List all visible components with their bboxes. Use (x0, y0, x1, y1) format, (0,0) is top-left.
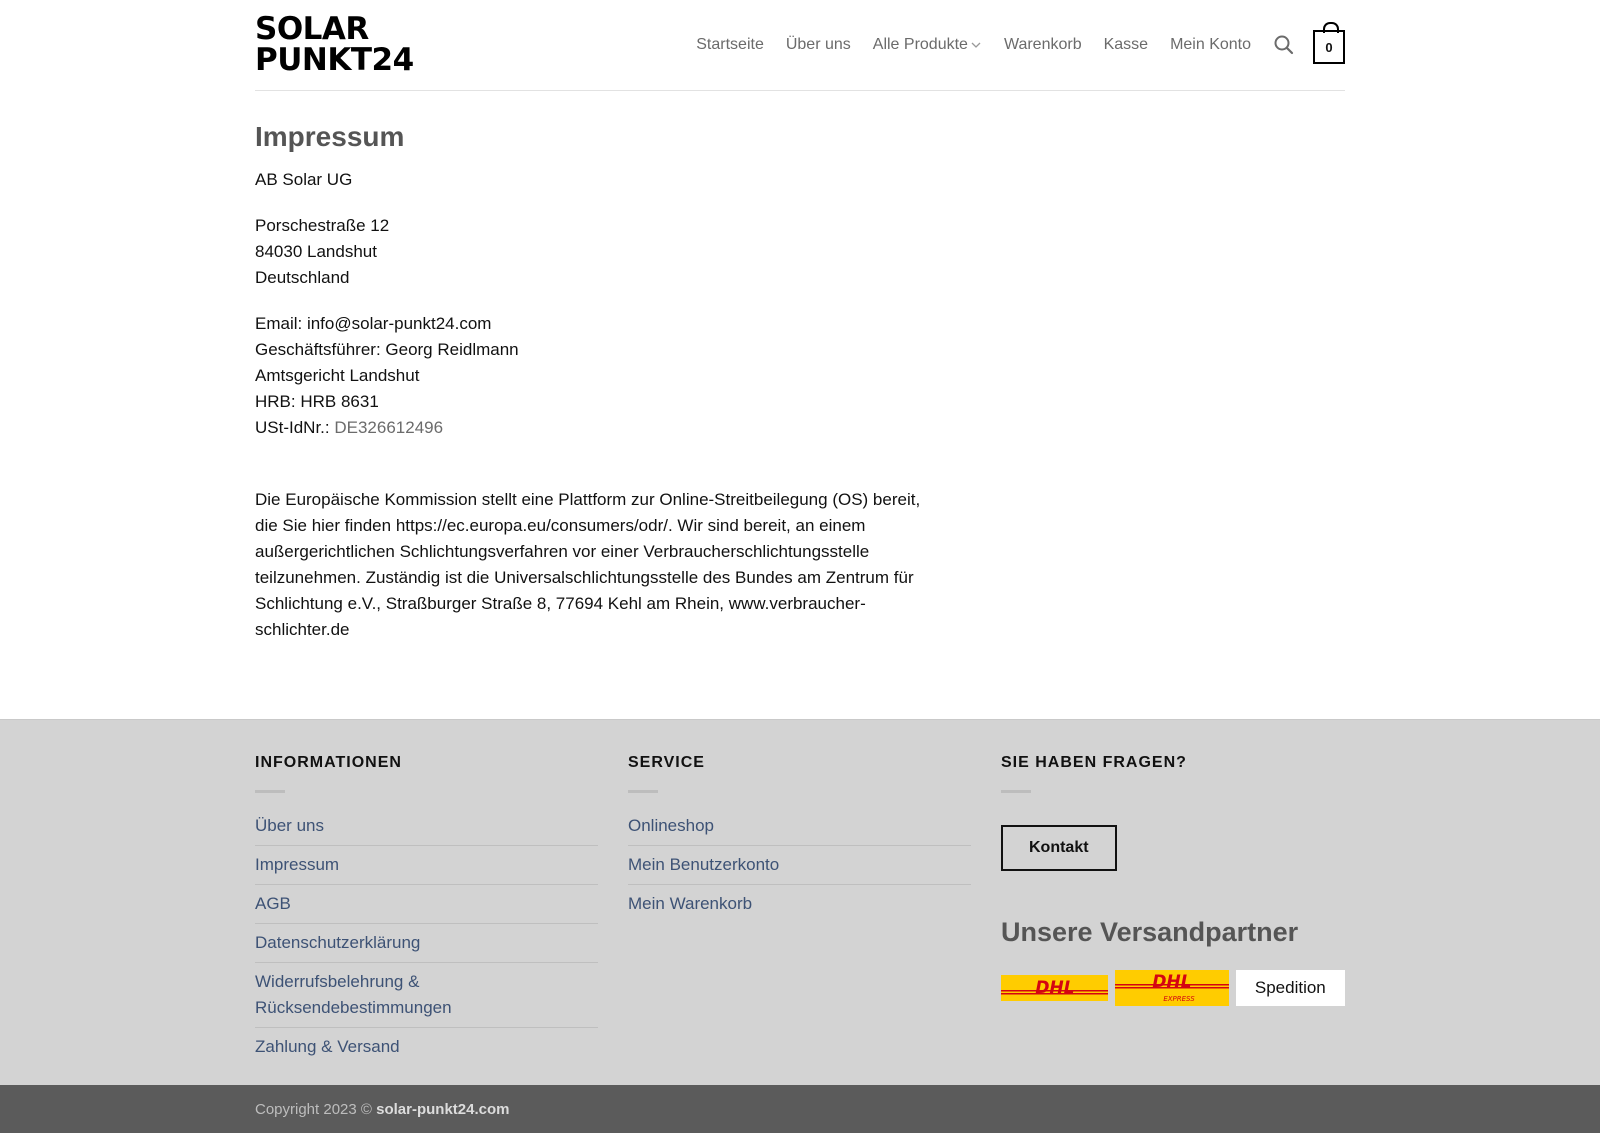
copyright-site[interactable]: solar-punkt24.com (376, 1100, 510, 1118)
dhl-express-logo (1115, 970, 1228, 1006)
nav-label: Über uns (785, 36, 851, 53)
nav-kasse[interactable] (1104, 36, 1148, 54)
copyright-prefix: Copyright 2023 © (255, 1100, 372, 1118)
chevron-down-icon (970, 39, 982, 51)
impressum-content (255, 167, 1345, 643)
contact-block (255, 311, 1345, 441)
main-nav (696, 0, 1345, 90)
nav-ueber-uns[interactable] (786, 36, 851, 54)
hrb-line: HRB: HRB 8631 (255, 392, 379, 411)
heading-divider (628, 790, 658, 793)
nav-mein-konto[interactable] (1170, 36, 1251, 54)
odr-notice: Die Europäische Kommission stellt eine Plattform zur Online-Streitbeilegung (OS) bereit, die Sie hier finden https://ec.europa.eu/consumers/odr/. Wir sind bereit, an einem außergerichtlichen Schlichtungsverfahren vor einer Verbraucherschlichtungsstelle teilzunehmen. Zuständig ist die Universalschlichtungsstelle des Bundes am Zentrum für Schlichtung e.V., Straßburger Straße 8, 77694 Kehl am Rhein, www.verbraucher-schlichter.de (255, 490, 921, 639)
footer-col-service (628, 754, 971, 1066)
site-header (255, 0, 1345, 91)
cart-button[interactable] (1313, 30, 1345, 64)
footer-link-impressum[interactable]: Impressum (255, 846, 598, 885)
nav-warenkorb[interactable] (1004, 36, 1082, 54)
nav-label: Warenkorb (1003, 36, 1082, 53)
company-name: AB Solar UG (255, 170, 353, 189)
court-line: Amtsgericht Landshut (255, 366, 420, 385)
email-line: Email: info@solar-punkt24.com (255, 314, 492, 333)
site-logo[interactable] (255, 11, 445, 78)
main-content (255, 91, 1345, 719)
footer-link-warenkorb[interactable]: Mein Warenkorb (628, 894, 753, 913)
footer-col-fragen (1001, 754, 1345, 1066)
footer-link-ueber-uns[interactable]: Über uns (255, 813, 598, 846)
footer-link-onlineshop[interactable]: Onlineshop (628, 813, 971, 846)
footer-link-widerruf[interactable]: Widerrufsbelehrung & Rücksendebestimmungen (255, 963, 598, 1028)
copyright-bar (0, 1085, 1600, 1133)
address-city: 84030 Landshut (255, 242, 377, 261)
nav-label: Mein Konto (1170, 36, 1251, 53)
nav-label: Startseite (696, 36, 764, 53)
heading-divider (1001, 790, 1031, 793)
nav-label: Kasse (1103, 36, 1149, 53)
dhl-logo (1001, 975, 1108, 1001)
copyright-text (255, 1101, 1345, 1118)
versandpartner-title: Unsere Versandpartner (1001, 917, 1299, 947)
heading-divider (255, 790, 285, 793)
footer-heading-fragen: SIE HABEN FRAGEN? (1001, 754, 1187, 771)
address-country: Deutschland (255, 268, 350, 287)
vat-label: USt-IdNr.: (255, 418, 330, 437)
address-block (255, 213, 1345, 291)
shipping-partners (1001, 970, 1345, 1006)
cart-count: 0 (1325, 39, 1333, 55)
footer-heading-service: SERVICE (628, 754, 705, 771)
footer-col-informationen (255, 754, 598, 1066)
spedition-badge: Spedition (1236, 970, 1345, 1006)
ceo-line: Geschäftsführer: Georg Reidlmann (255, 340, 519, 359)
logo-line-2: PUNKT24 (255, 42, 414, 78)
footer-service-links (628, 813, 971, 923)
footer-link-datenschutz[interactable]: Datenschutzerklärung (255, 924, 598, 963)
nav-alle-produkte[interactable] (873, 36, 982, 54)
footer-info-links (255, 813, 598, 1066)
dhl-logo-text: DHL (1035, 978, 1075, 998)
kontakt-button[interactable]: Kontakt (1001, 825, 1117, 871)
address-street: Porschestraße 12 (255, 216, 390, 235)
footer-link-agb[interactable]: AGB (255, 885, 598, 924)
dhl-express-logo-text: DHL (1152, 972, 1192, 992)
logo-line-1: SOLAR (255, 11, 369, 47)
footer-heading-informationen: INFORMATIONEN (255, 754, 402, 771)
page-title: Impressum (255, 121, 405, 152)
footer-link-zahlung-versand[interactable]: Zahlung & Versand (255, 1037, 400, 1056)
nav-label: Alle Produkte (872, 36, 968, 53)
express-logo-text: EXPRESS (1163, 995, 1196, 1003)
nav-startseite[interactable] (696, 36, 764, 54)
site-footer (0, 719, 1600, 1085)
search-icon[interactable] (1273, 34, 1295, 56)
vat-value: DE326612496 (334, 418, 444, 437)
footer-link-benutzerkonto[interactable]: Mein Benutzerkonto (628, 846, 971, 885)
